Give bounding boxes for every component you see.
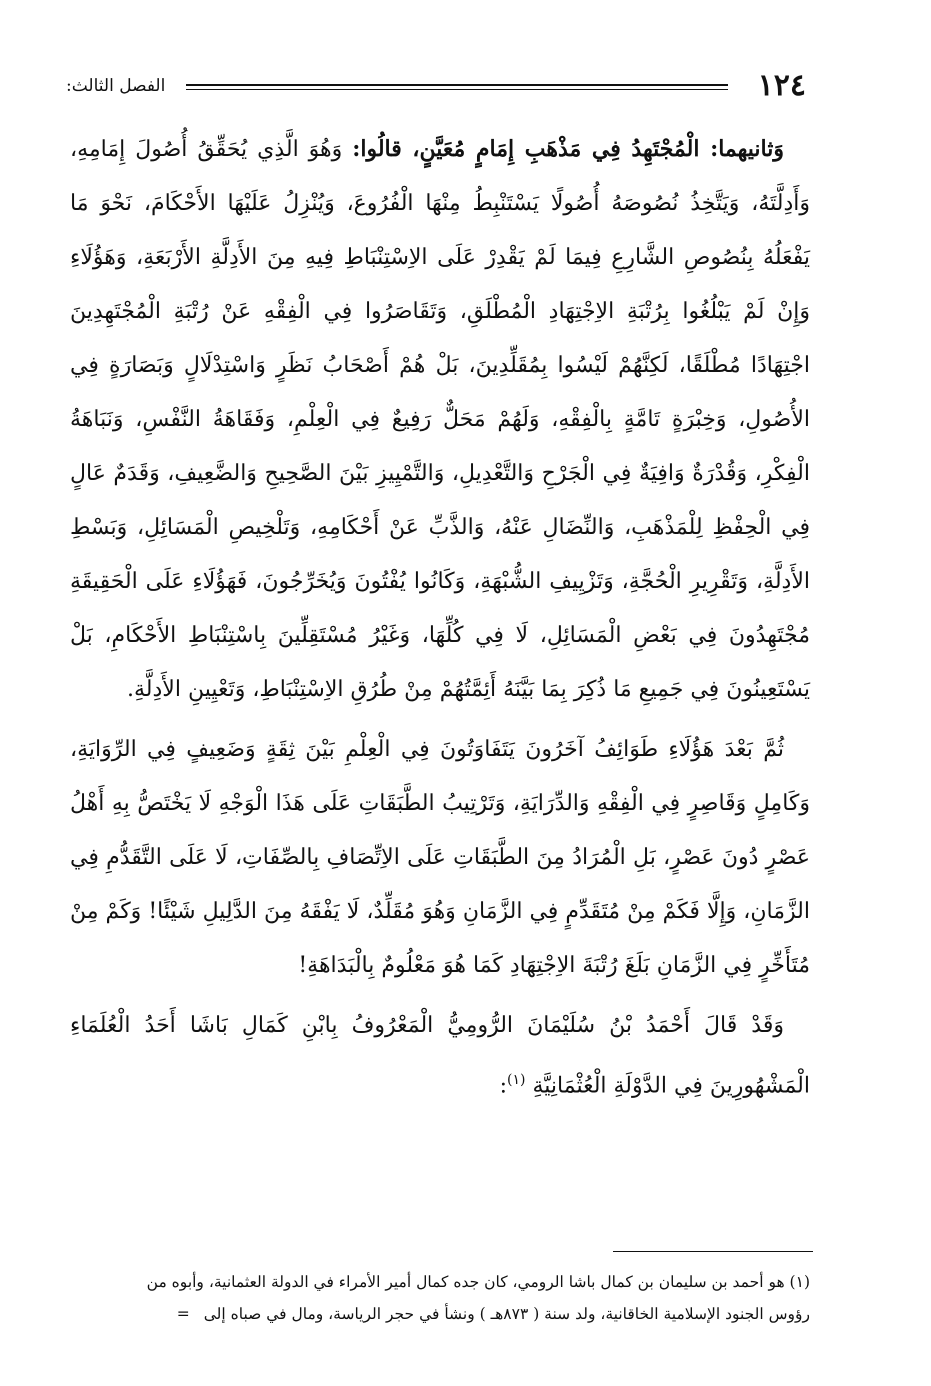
page-number: ١٢٤ [757, 68, 806, 103]
main-text [70, 122, 810, 1113]
footnotes [60, 1266, 810, 1330]
header-rule [186, 84, 728, 90]
paragraph-1-text: وَهُوَ الَّذِي يُحَقِّقُ أُصُولَ إِمَامِهِ، وَأَدِلَّتَهُ، وَيَتَّخِذُ نُصُوصَهُ أُصُولًا يَسْتَنْبِطُ مِنْهَا الْفُرُوعَ، وَيُنْزِلُ عَلَيْهَا الأَحْكَامَ، نَحْوَ مَا يَفْعَلُهُ بِنُصُوصِ الشَّارِعِ فِيمَا لَمْ يَقْدِرْ عَلَى الاِسْتِنْبَاطِ فِيهِ مِنَ الأَدِلَّةِ الأَرْبَعَةِ، وَهَؤُلَاءِ وَإِنْ لَمْ يَبْلُغُوا بِرُتْبَةِ الاِجْتِهَادِ الْمُطْلَقِ، وَتَقَاصَرُوا فِي الْفِقْهِ عَنْ رُتْبَةِ الْمُجْتَهِدِينَ اجْتِهَادًا مُطْلَقًا، لَكِنَّهُمْ لَيْسُوا بِمُقَلِّدِينَ، بَلْ هُمْ أَصْحَابُ نَظَرٍ وَاسْتِدْلَالٍ وَبَصَارَةٍ فِي الأُصُولِ، وَخِبْرَةٍ تَامَّةٍ بِالْفِقْهِ، وَلَهُمْ مَحَلٌّ رَفِيعٌ فِي الْعِلْمِ، وَفَقَاهَةُ النَّفْسِ، وَنَبَاهَةُ الْفِكْرِ، وَقُدْرَةٌ وَافِيَةٌ فِي الْجَرْحِ وَالتَّعْدِيلِ، وَالتَّمْيِيزِ بَيْنَ الصَّحِيحِ وَالضَّعِيفِ، وَقَدَمٌ عَالٍ فِي الْحِفْظِ لِلْمَذْهَبِ، وَالنِّضَالِ عَنْهُ، وَالذَّبِّ عَنْ أَحْكَامِهِ، وَتَلْخِيصِ الْمَسَائِلِ، وَبَسْطِ الأَدِلَّةِ، وَتَقْرِيرِ الْحُجَّةِ، وَتَزْيِيفِ الشُّبْهَةِ، وَكَانُوا يُفْتُونَ وَيُخَرِّجُونَ، فَهَؤُلَاءِ عَلَى الْحَقِيقَةِ مُجْتَهِدُونَ فِي بَعْضِ الْمَسَائِلِ، لَا فِي كُلِّهَا، وَغَيْرُ مُسْتَقِلِّينَ بِاسْتِنْبَاطِ الأَحْكَامِ، بَلْ يَسْتَعِينُونَ فِي جَمِيعِ مَا ذُكِرَ بِمَا بَيَّنَهُ أَئِمَّتُهُمْ مِنْ طُرُقِ الاِسْتِنْبَاطِ، وَتَعْيِينِ الأَدِلَّةِ. [70, 137, 810, 702]
paragraph-3 [70, 999, 810, 1113]
running-header [66, 66, 806, 106]
continuation-mark: = [176, 1305, 190, 1323]
footnote-line-2-text: رؤوس الجنود الإسلامية الخاقانية، ولد سنة ( ٨٧٣هـ ) ونشأ في حجر الرياسة، ومال في صباه إلى [203, 1305, 810, 1323]
footnote-separator [613, 1251, 813, 1252]
footnote-line-2 [60, 1298, 810, 1330]
paragraph-1-lead: وَثانيهما: الْمُجْتَهِدُ فِي مَذْهَبِ إِمَامٍ مُعَيَّنٍ، قالُوا: [352, 136, 784, 162]
footnote-reference[interactable]: (١) [507, 1072, 526, 1088]
paragraph-3-text: وَقَدْ قَالَ أَحْمَدُ بْنُ سُلَيْمَانَ الرُّومِيُّ الْمَعْرُوفُ بِابْنِ كَمَالِ بَاشَا أَحَدُ الْعُلَمَاءِ الْمَشْهُورِينَ فِي الدَّوْلَةِ الْعُثْمَانِيَّةِ [70, 1013, 810, 1099]
chapter-title: الفصل الثالث: [66, 76, 166, 96]
footnote-line-1: (١) هو أحمد بن سليمان بن كمال باشا الرومي، كان جده كمال أمير الأمراء في الدولة العثمانية، وأبوه من [146, 1273, 810, 1291]
paragraph-3-tail: : [499, 1073, 507, 1099]
paragraph-1 [70, 122, 810, 717]
paragraph-2: ثُمَّ بَعْدَ هَؤُلَاءِ طَوَائِفُ آخَرُونَ يَتَفَاوَتُونَ فِي الْعِلْمِ بَيْنَ ثِقَةٍ وَضَعِيفٍ فِي الرِّوَايَةِ، وَكَامِلٍ وَقَاصِرٍ فِي الْفِقْهِ وَالدِّرَايَةِ، وَتَرْتِيبُ الطَّبَقَاتِ عَلَى هَذَا الْوَجْهِ لَا يَخْتَصُّ بِهِ أَهْلُ عَصْرٍ دُونَ عَصْرٍ، بَلِ الْمُرَادُ مِنَ الطَّبَقَاتِ عَلَى الاِتِّصَافِ بِالصِّفَاتِ، لَا عَلَى التَّقَدُّمِ فِي الزَّمَانِ، وَإِلَّا فَكَمْ مِنْ مُتَقَدِّمٍ فِي الزَّمَانِ وَهُوَ مُقَلِّدٌ، لَا يَفْقَهُ مِنَ الدَّلِيلِ شَيْئًا! وَكَمْ مِنْ مُتَأَخِّرٍ فِي الزَّمَانِ بَلَغَ رُتْبَةَ الاِجْتِهَادِ كَمَا هُوَ مَعْلُومٌ بِالْبَدَاهَةِ! [70, 737, 811, 978]
